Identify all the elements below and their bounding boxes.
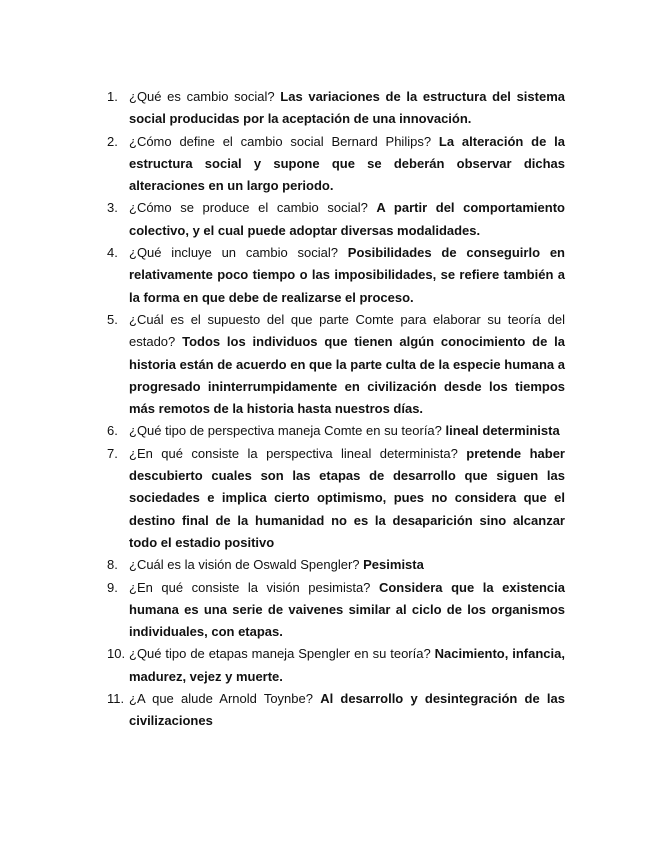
list-item (107, 131, 565, 198)
item-number: 9. (107, 579, 118, 595)
question-text: ¿A que alude Arnold Toynbe? (129, 691, 313, 707)
question-text: ¿Cómo se produce el cambio social? (129, 200, 368, 216)
item-number: 2. (107, 133, 118, 149)
answer-text: Las variaciones de la estructura del sistema social producidas por la aceptación de una innovación. (129, 89, 565, 127)
answer-text: Considera que la existencia humana es una serie de vaivenes similar al ciclo de los organismos individuales, con etapas. (129, 579, 565, 640)
answer-text: La alteración de la estructura social y supone que se deberán observar dichas alteraciones en un largo periodo. (129, 133, 565, 194)
answer-text: lineal determinista (445, 423, 560, 439)
list-item (107, 420, 565, 442)
question-text: ¿En qué consiste la visión pesimista? (129, 579, 371, 595)
list-item (107, 242, 565, 309)
question-text: ¿Qué incluye un cambio social? (129, 245, 338, 261)
item-number: 10. (107, 646, 126, 662)
item-number: 11. (107, 691, 125, 707)
list-item (107, 309, 565, 420)
list-item (107, 197, 565, 242)
question-answer-list (107, 86, 565, 733)
item-text (129, 443, 565, 554)
list-item (107, 643, 565, 688)
list-item (107, 443, 565, 554)
question-text: ¿Qué tipo de etapas maneja Spengler en su teoría? (129, 646, 431, 662)
list-item (107, 86, 565, 131)
question-text: ¿Cómo define el cambio social Bernard Philips? (129, 133, 432, 149)
answer-text: Nacimiento, infancia, madurez, vejez y muerte. (129, 646, 565, 684)
question-text: ¿En qué consiste la perspectiva lineal determinista? (129, 445, 458, 461)
answer-text: pretende haber descubierto cuales son las etapas de desarrollo que siguen las sociedades e implica cierto optimismo, pues no considera que el destino final de la humanidad no es la desaparición sino alcanzar todo el estadio positivo (129, 445, 565, 550)
answer-text: Posibilidades de conseguirlo en relativamente poco tiempo o las imposibilidades, se refiere también a la forma en que debe de realizarse el proceso. (129, 245, 565, 305)
item-text (129, 309, 565, 420)
item-text (129, 242, 565, 309)
answer-text: Todos los individuos que tienen algún conocimiento de la historia están de acuerdo en que la parte culta de la especie humana a progresado ininterrumpidamente en civilización desde los tiempos más remotos de la historia hasta nuestros días. (129, 334, 565, 417)
item-text (129, 688, 565, 733)
item-number: 7. (107, 445, 118, 461)
answer-text: Al desarrollo y desintegración de las civilizaciones (129, 691, 565, 729)
item-number: 4. (107, 245, 118, 261)
question-text: ¿Qué tipo de perspectiva maneja Comte en su teoría? (129, 423, 442, 439)
item-number: 6. (107, 423, 118, 439)
item-text (129, 86, 565, 131)
question-text: ¿Cuál es el supuesto del que parte Comte para elaborar su teoría del estado? (129, 311, 565, 350)
question-text: ¿Cuál es la visión de Oswald Spengler? (129, 557, 360, 573)
question-text: ¿Qué es cambio social? (129, 89, 275, 104)
item-text (129, 197, 565, 242)
item-text (129, 131, 565, 198)
answer-text: A partir del comportamiento colectivo, y el cual puede adoptar diversas modalidades. (129, 200, 565, 238)
list-item (107, 688, 565, 733)
item-text (129, 420, 565, 442)
item-number: 8. (107, 557, 118, 573)
item-text (129, 554, 565, 576)
list-item (107, 554, 565, 576)
item-text (129, 577, 565, 644)
item-text (129, 643, 565, 688)
item-number: 5. (107, 311, 118, 327)
answer-text: Pesimista (363, 557, 424, 573)
list-item (107, 577, 565, 644)
item-number: 3. (107, 200, 118, 216)
item-number: 1. (107, 89, 118, 104)
